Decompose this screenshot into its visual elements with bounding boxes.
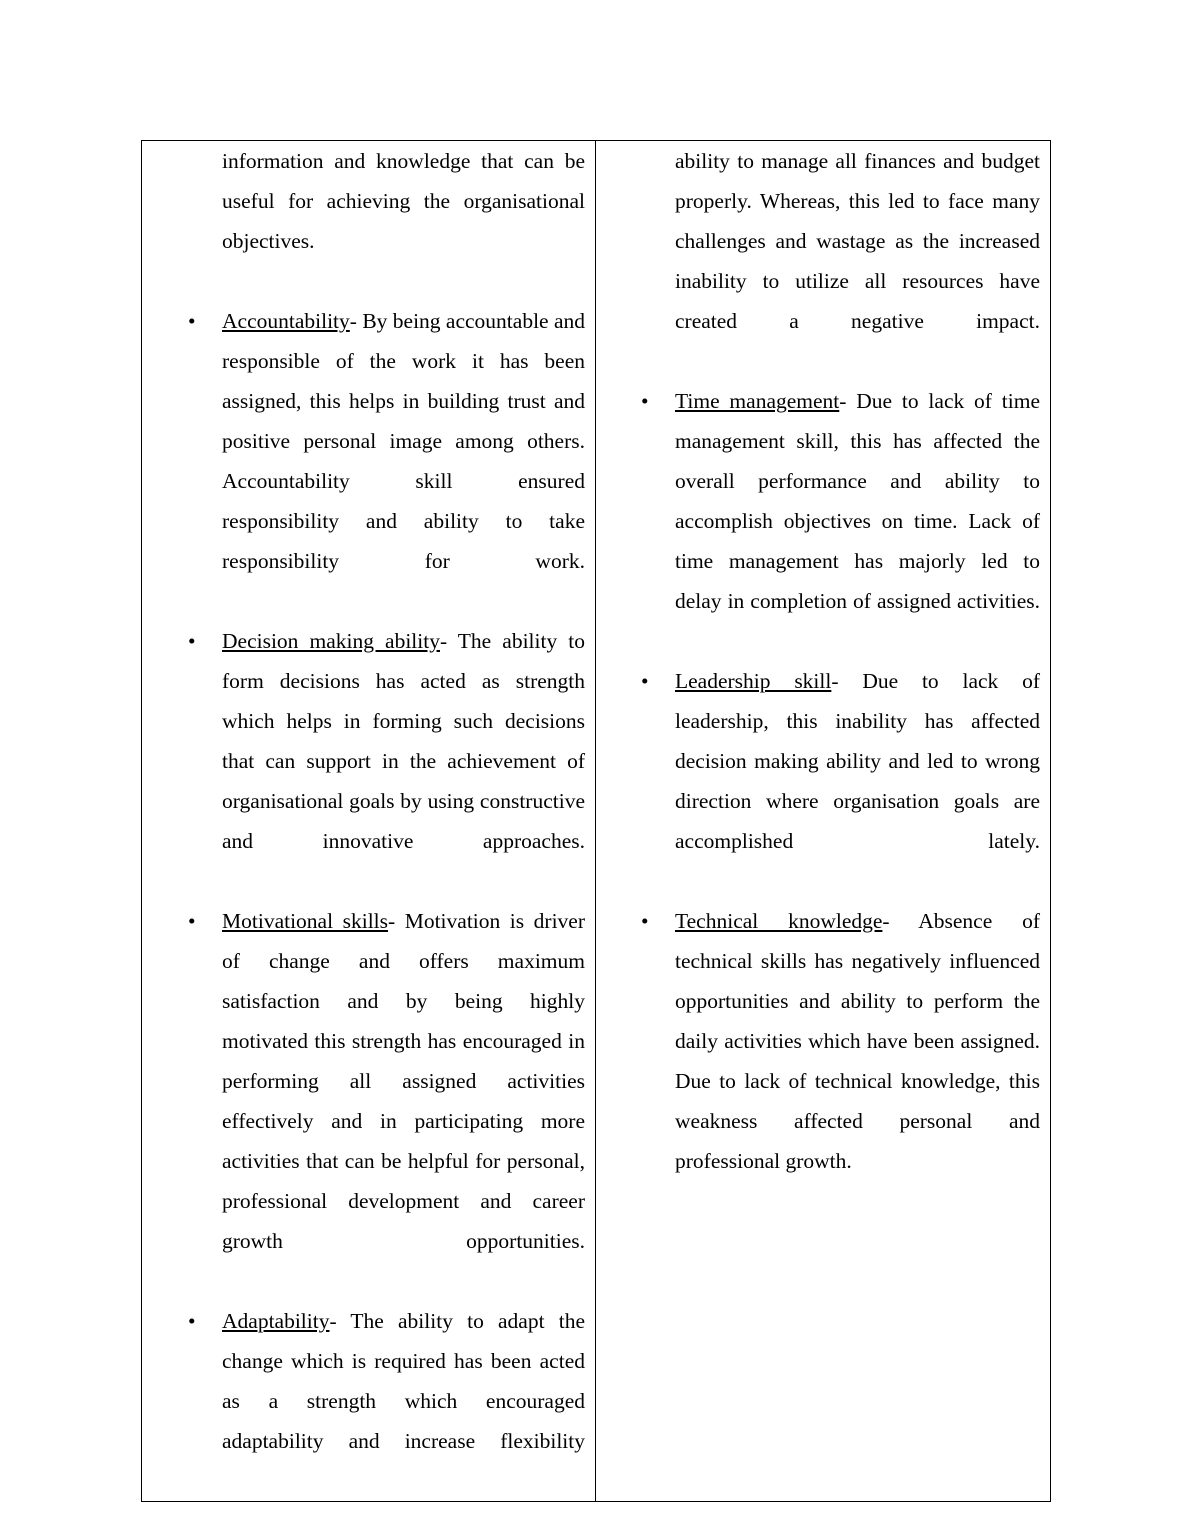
table-row xyxy=(142,141,1051,1502)
bullet-icon: • xyxy=(188,309,196,333)
bullet-icon: • xyxy=(641,909,649,933)
weakness-body-leadership-skill: - Due to lack of leadership, this inability has affected decision making ability and led to wrong direction where organisation goals are accomplished lately. xyxy=(675,669,1040,853)
bullet-icon: • xyxy=(641,669,649,693)
weakness-term-leadership-skill: Leadership skill xyxy=(675,669,832,693)
weakness-term-technical-knowledge: Technical knowledge xyxy=(675,909,883,933)
list-item xyxy=(188,621,585,901)
table-cell-weaknesses xyxy=(596,141,1051,1502)
strengths-continuation-paragraph: information and knowledge that can be useful for achieving the organisational objectives. xyxy=(222,149,585,253)
strength-body-accountability: - By being accountable and responsible of the work it has been assigned, this helps in building trust and positive personal image among others. Accountability skill ensured responsibility and ability to take responsibility for work. xyxy=(222,309,586,573)
swot-table xyxy=(141,140,1051,1502)
table-cell-strengths xyxy=(142,141,596,1502)
strengths-cell-content xyxy=(142,141,595,1501)
list-item xyxy=(641,901,1040,1181)
strength-term-adaptability: Adaptability xyxy=(222,1309,330,1333)
weaknesses-continuation-paragraph: ability to manage all finances and budget properly. Whereas, this led to face many challenges and wastage as the increased inability to utilize all resources have created a negative impact. xyxy=(675,149,1040,333)
weaknesses-list xyxy=(641,381,1040,1181)
bullet-icon: • xyxy=(188,629,196,653)
strength-term-decision-making-ability: Decision making ability xyxy=(222,629,440,653)
list-item xyxy=(641,381,1040,661)
strength-body-decision-making-ability: - The ability to form decisions has acted as strength which helps in forming such decisions that can support in the achievement of organisational goals by using constructive and innovative approaches. xyxy=(222,629,585,853)
bullet-icon: • xyxy=(188,1309,196,1333)
list-item xyxy=(188,901,585,1301)
strength-body-adaptability: - The ability to adapt the change which is required has been acted as a strength which encouraged adaptability and increase flexibility xyxy=(222,1309,585,1453)
list-item xyxy=(188,301,586,621)
weakness-body-time-management: - Due to lack of time management skill, this has affected the overall performance and ability to accomplish objectives on time. Lack of time management has majorly led to delay in completion of assigned activities. xyxy=(675,389,1040,613)
list-item xyxy=(188,1301,585,1501)
strength-term-accountability: Accountability xyxy=(222,309,350,333)
weakness-term-time-management: Time management xyxy=(675,389,840,413)
strength-body-motivational-skills: - Motivation is driver of change and offers maximum satisfaction and by being highly motivated this strength has encouraged in performing all assigned activities effectively and in participating more activities that can be helpful for personal, professional development and career growth opportunities. xyxy=(222,909,585,1253)
strength-term-motivational-skills: Motivational skills xyxy=(222,909,389,933)
weaknesses-cell-content xyxy=(596,141,1050,1181)
bullet-icon: • xyxy=(641,389,649,413)
strengths-list xyxy=(188,301,586,1501)
list-item xyxy=(641,661,1040,901)
weakness-body-technical-knowledge: - Absence of technical skills has negatively influenced opportunities and ability to perform the daily activities which have been assigned. Due to lack of technical knowledge, this weakness affected personal and professional growth. xyxy=(675,909,1040,1173)
bullet-icon: • xyxy=(188,909,196,933)
